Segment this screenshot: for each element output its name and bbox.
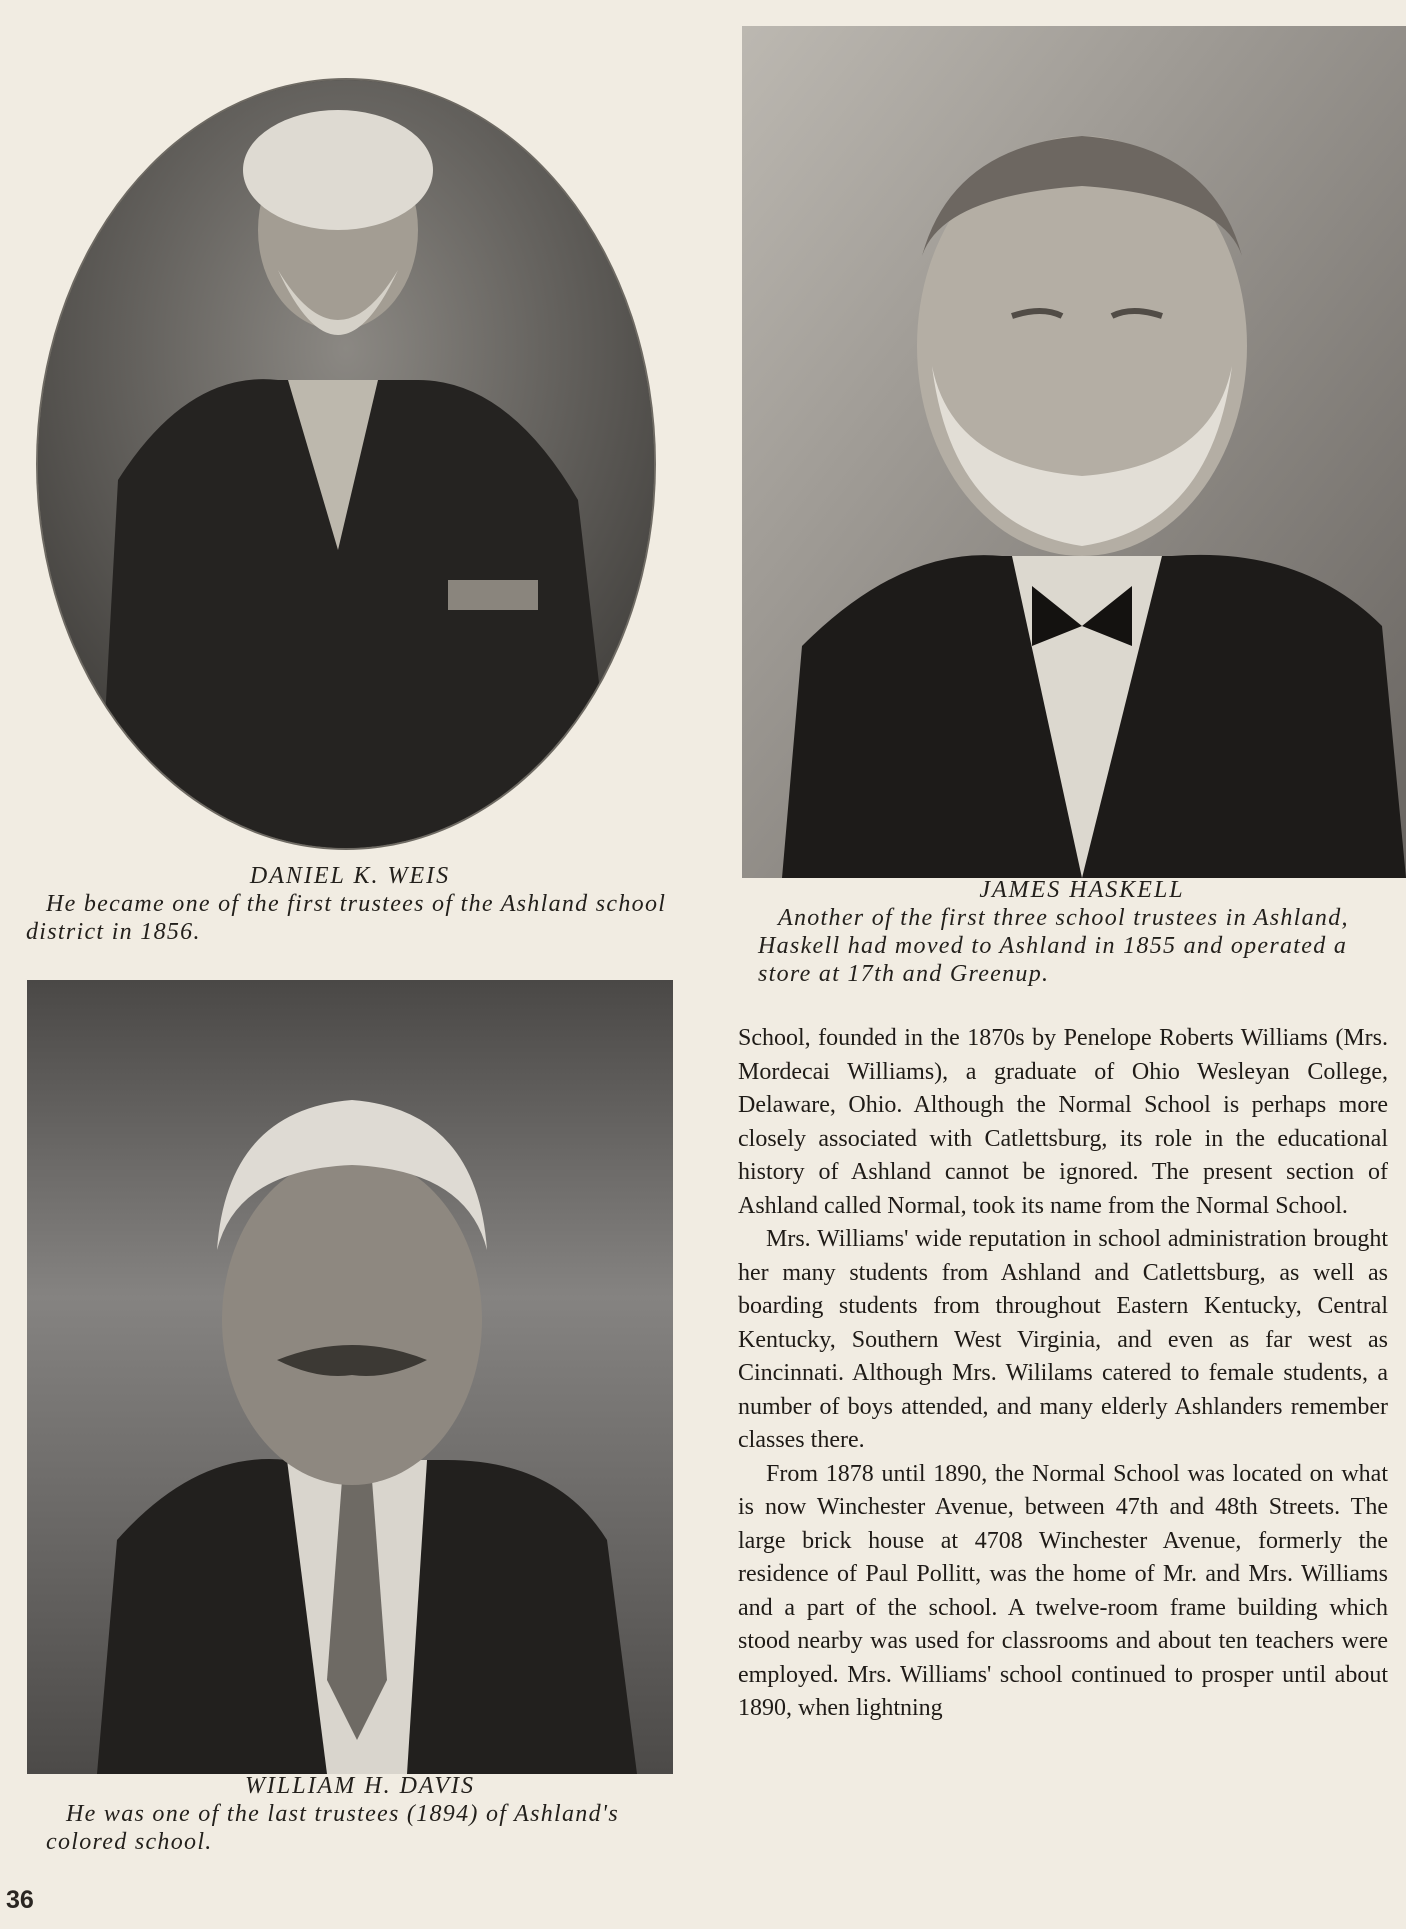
article-body [738, 1022, 1388, 1726]
body-paragraph: School, founded in the 1870s by Penelope Roberts Williams (Mrs. Mordecai Williams), a graduate of Ohio Wesleyan College, Delaware, Ohio. Although the Normal School is perhaps more closely associated with Catlettsburg, its role in the educational history of Ashland cannot be ignored. The present section of Ashland called Normal, took its name from the Normal School. [738, 1025, 1388, 1219]
portrait-photo-icon [38, 80, 654, 848]
portrait-photo-daniel-weis [38, 80, 654, 848]
caption-name: JAMES HASKELL [979, 877, 1185, 903]
portrait-photo-icon [27, 980, 673, 1774]
body-paragraph: Mrs. Williams' wide reputation in school administration brought her many students from Ashland and Catlettsburg, as well as boarding students from throughout Eastern Kentucky, Central Kentucky, Southern West Virginia, and even as far west as Cincinnati. Although Mrs. Wililams catered to female students, a number of boys attended, and many elderly Ashlanders remember classes there. [738, 1226, 1388, 1453]
caption-name: WILLIAM H. DAVIS [244, 1773, 476, 1799]
portrait-photo-james-haskell [742, 26, 1406, 878]
caption-james-haskell [758, 876, 1406, 988]
caption-text: Another of the first three school trustees in Ashland, Haskell had moved to Ashland in 1855 and operated a store at 17th and Greenup. [758, 905, 1349, 987]
caption-daniel-weis [26, 862, 674, 946]
portrait-photo-william-davis [27, 980, 673, 1774]
page-number: 36 [6, 1886, 34, 1914]
portrait-photo-icon [742, 26, 1406, 878]
caption-name: DANIEL K. WEIS [249, 863, 451, 889]
caption-text: He was one of the last trustees (1894) of Ashland's colored school. [46, 1801, 619, 1855]
caption-text: He became one of the first trustees of the Ashland school district in 1856. [26, 891, 667, 945]
body-paragraph: From 1878 until 1890, the Normal School was located on what is now Winchester Avenue, between 47th and 48th Streets. The large brick house at 4708 Winchester Avenue, formerly the residence of Paul Pollitt, was the home of Mr. and Mrs. Williams and a part of the school. A twelve-room frame building which stood nearby was used for classrooms and about ten teachers were employed. Mrs. Williams' school continued to prosper until about 1890, when lightning [738, 1460, 1388, 1721]
caption-william-davis [46, 1772, 674, 1856]
